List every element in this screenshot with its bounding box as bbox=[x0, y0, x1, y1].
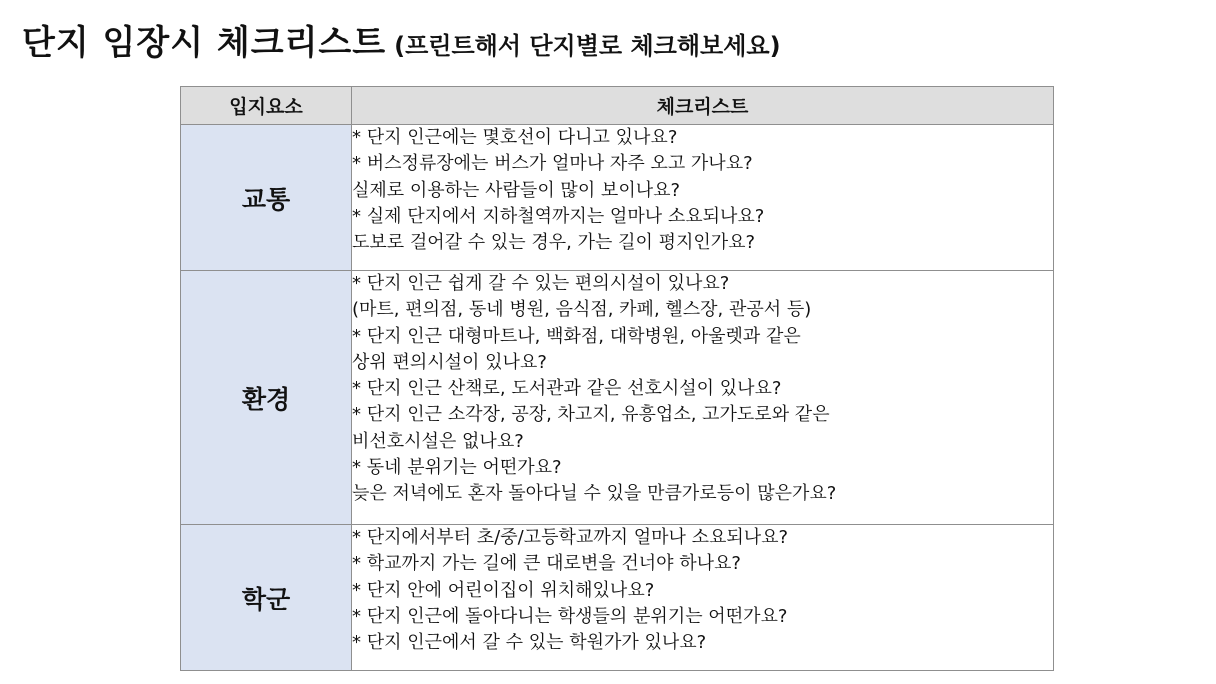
checklist-item: 실제로 이용하는 사람들이 많이 보이나요? bbox=[352, 179, 681, 201]
checklist-item: * 단지 인근 소각장, 공장, 차고지, 유흥업소, 고가도로와 같은 bbox=[352, 404, 830, 426]
table-row-school-district bbox=[181, 525, 1054, 671]
checklist-item: * 단지 인근 대형마트나, 백화점, 대학병원, 아울렛과 같은 bbox=[352, 325, 801, 347]
checklist-item: (마트, 편의점, 동네 병원, 음식점, 카페, 헬스장, 관공서 등) bbox=[352, 299, 812, 321]
checklist-item: * 단지에서부터 초/중/고등학교까지 얼마나 소요되나요? bbox=[352, 527, 789, 548]
checklist-item: * 학교까지 가는 길에 큰 대로변을 건너야 하나요? bbox=[352, 553, 741, 575]
checklist-item: 늦은 저녁에도 혼자 돌아다닐 수 있을 만큼가로등이 많은가요? bbox=[352, 483, 837, 505]
checklist-cell bbox=[352, 525, 1054, 671]
checklist-item: * 실제 단지에서 지하철역까지는 얼마나 소요되나요? bbox=[352, 205, 765, 227]
header-checklist: 체크리스트 bbox=[352, 87, 1054, 125]
factor-cell: 교통 bbox=[181, 125, 352, 271]
checklist-cell bbox=[352, 125, 1054, 271]
checklist-item: * 버스정류장에는 버스가 얼마나 자주 오고 가나요? bbox=[352, 153, 753, 175]
title-subtitle: (프린트해서 단지별로 체크해보세요) bbox=[394, 32, 781, 60]
checklist-item: * 단지 인근에서 갈 수 있는 학원가가 있나요? bbox=[352, 632, 707, 654]
header-factor: 입지요소 bbox=[181, 87, 352, 125]
table-header-row bbox=[181, 87, 1054, 125]
checklist-table bbox=[180, 86, 1054, 671]
factor-cell: 환경 bbox=[181, 271, 352, 525]
checklist-item: * 동네 분위기는 어떤가요? bbox=[352, 457, 562, 479]
factor-cell: 학군 bbox=[181, 525, 352, 671]
checklist-cell bbox=[352, 271, 1054, 525]
page-title bbox=[22, 23, 781, 63]
checklist-item: * 단지 안에 어린이집이 위치해있나요? bbox=[352, 579, 655, 601]
title-main: 단지 임장시 체크리스트 bbox=[22, 23, 387, 63]
checklist-item: * 단지 인근 쉽게 갈 수 있는 편의시설이 있나요? bbox=[352, 273, 730, 294]
table-row-transport bbox=[181, 125, 1054, 271]
checklist-item: * 단지 인근에는 몇호선이 다니고 있나요? bbox=[352, 127, 678, 148]
checklist-item: * 단지 인근에 돌아다니는 학생들의 분위기는 어떤가요? bbox=[352, 605, 788, 627]
checklist-item: 상위 편의시설이 있나요? bbox=[352, 351, 547, 373]
checklist-item: 비선호시설은 없나요? bbox=[352, 430, 524, 452]
checklist-item: * 단지 인근 산책로, 도서관과 같은 선호시설이 있나요? bbox=[352, 378, 782, 400]
checklist-item: 도보로 걸어갈 수 있는 경우, 가는 길이 평지인가요? bbox=[352, 232, 756, 254]
table-row-environment bbox=[181, 271, 1054, 525]
